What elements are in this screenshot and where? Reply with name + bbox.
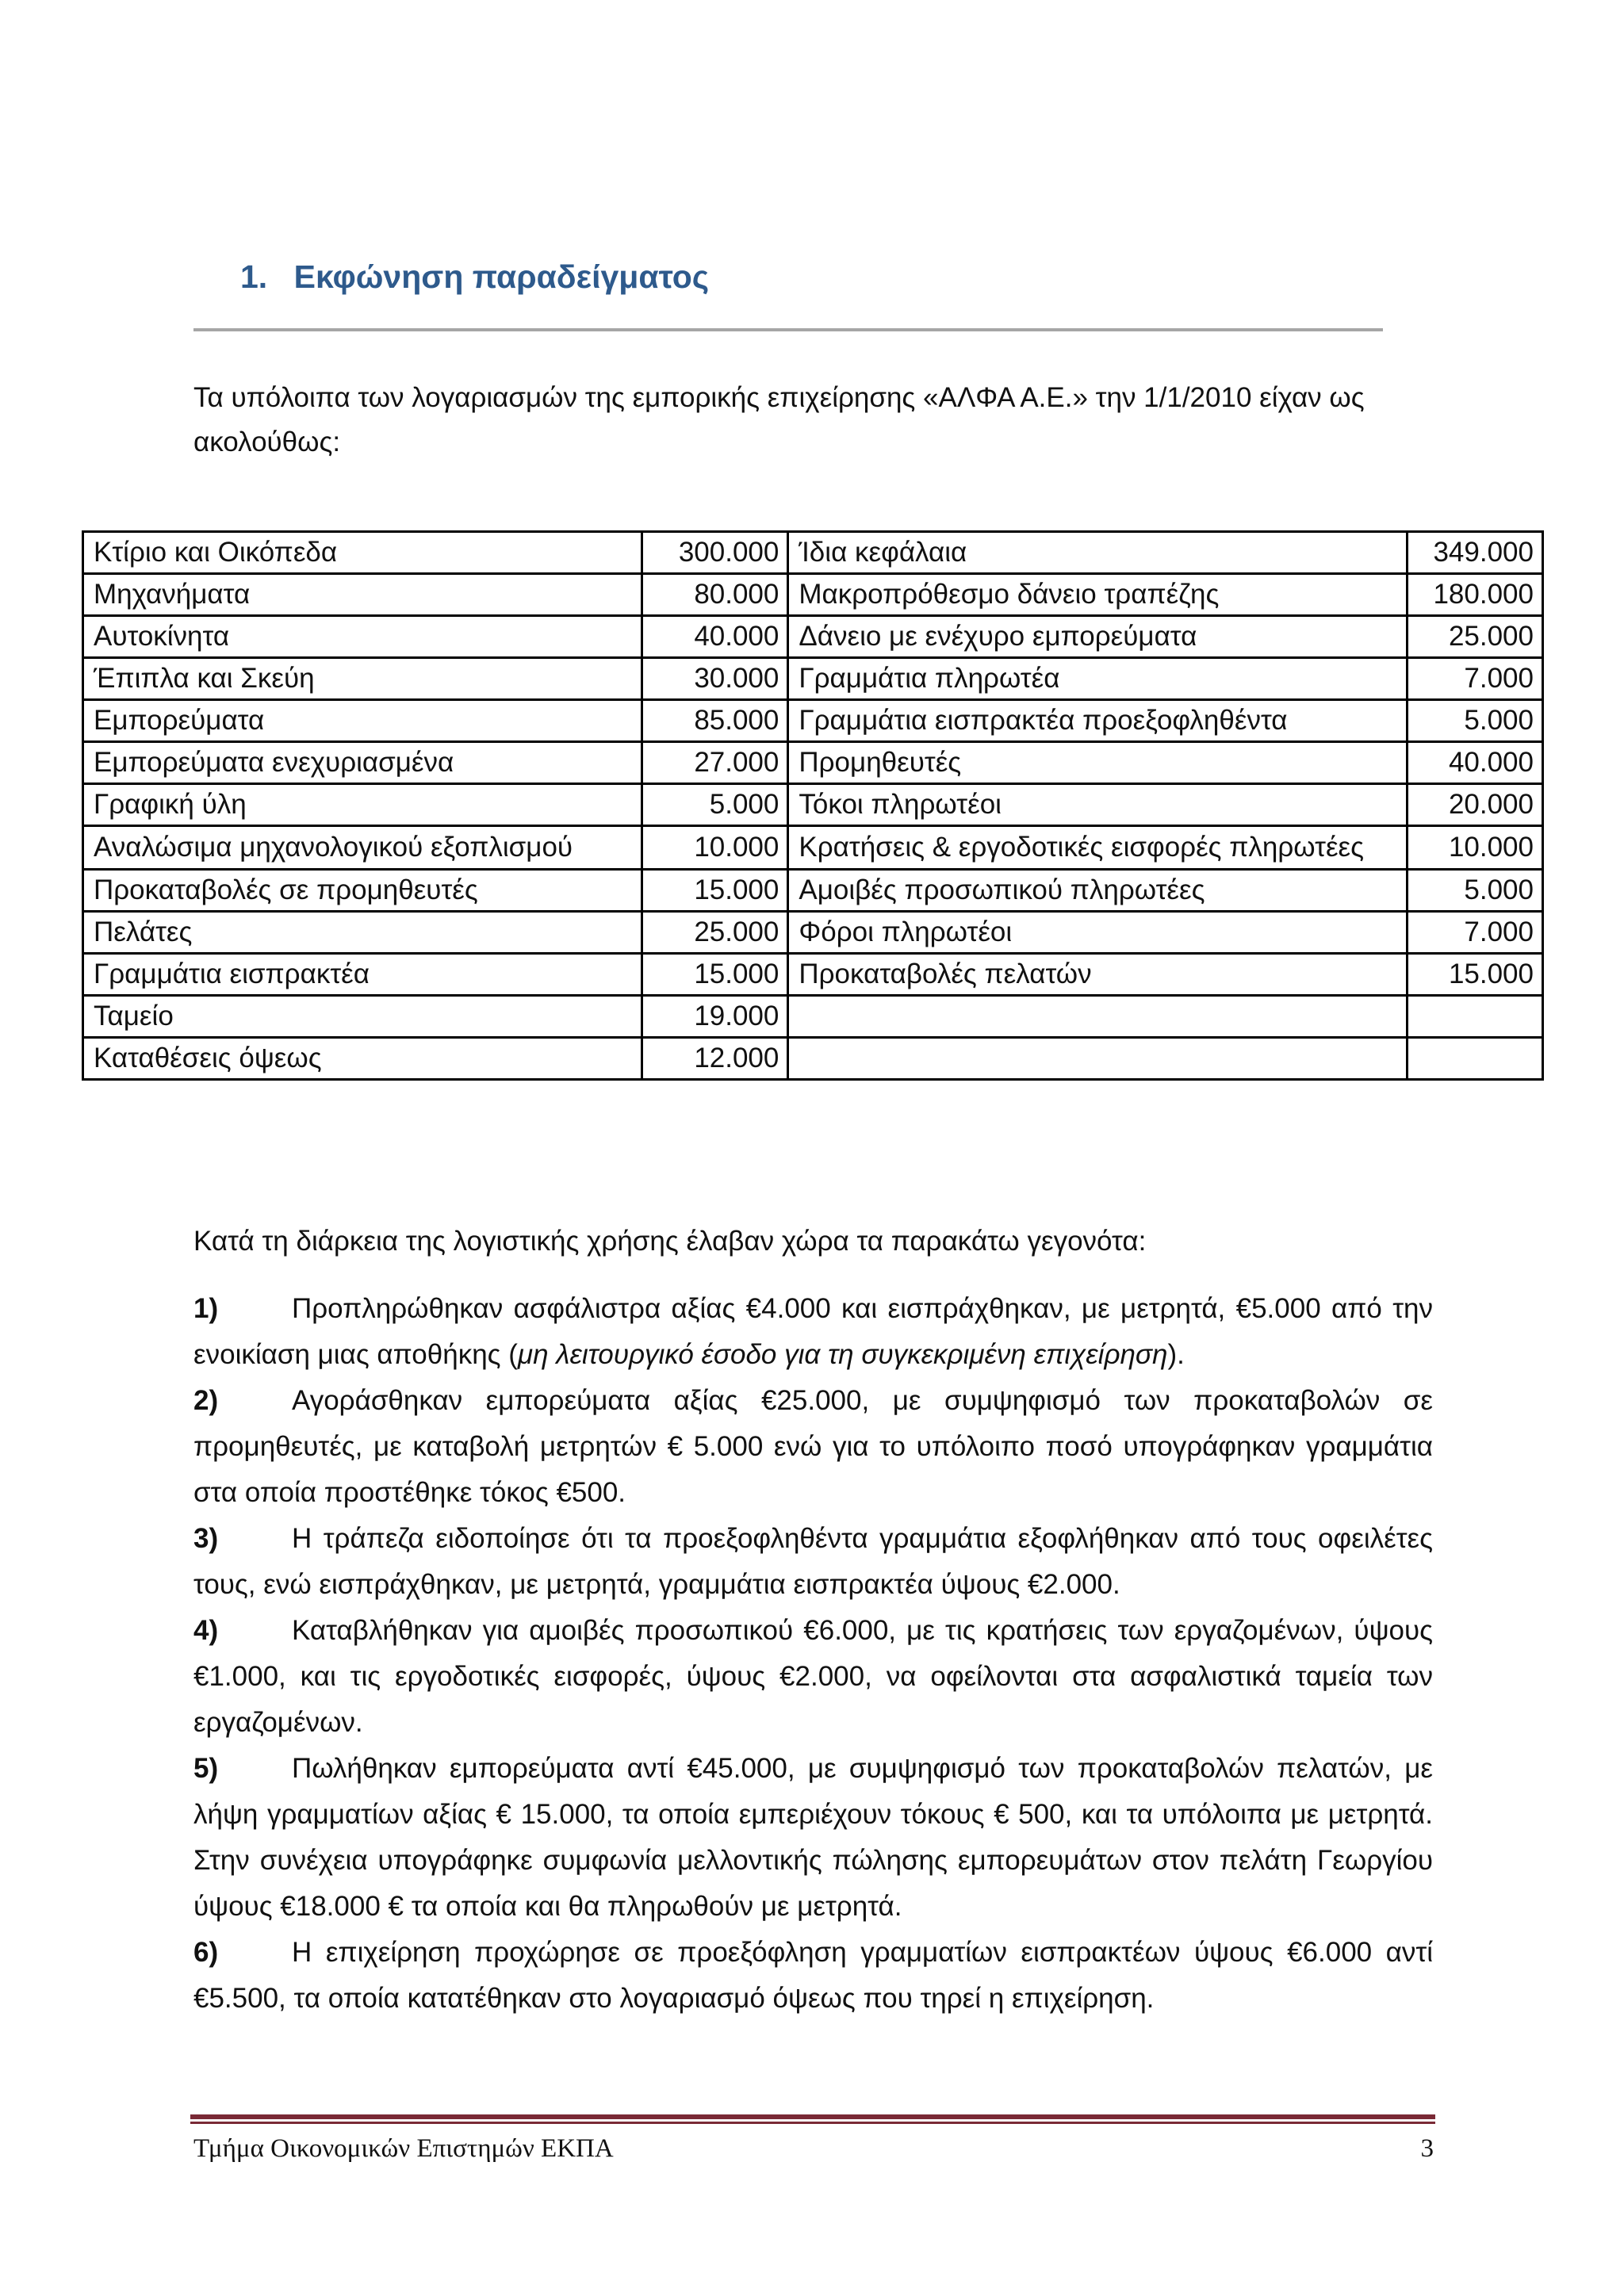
event-number: 3): [193, 1523, 219, 1554]
liability-name: Γραμμάτια εισπρακτέα προεξοφληθέντα: [788, 700, 1408, 742]
liability-name: [788, 1038, 1408, 1080]
asset-name: Γραφική ύλη: [83, 784, 642, 826]
table-row: [83, 532, 1543, 574]
event-item: [193, 1378, 1433, 1516]
asset-name: Γραμμάτια εισπρακτέα: [83, 954, 642, 996]
table-row: [83, 784, 1543, 826]
asset-name: Αναλώσιμα μηχανολογικού εξοπλισμού: [83, 826, 642, 870]
asset-amount: 30.000: [642, 658, 788, 700]
table-row: [83, 912, 1543, 954]
asset-amount: 5.000: [642, 784, 788, 826]
table-row: [83, 742, 1543, 784]
liability-name: Γραμμάτια πληρωτέα: [788, 658, 1408, 700]
balances-table-body: [83, 532, 1543, 1080]
liability-amount: 40.000: [1407, 742, 1542, 784]
asset-name: Εμπορεύματα: [83, 700, 642, 742]
footer-department: Τμήμα Οικονομικών Επιστημών ΕΚΠΑ: [193, 2134, 614, 2163]
asset-amount: 85.000: [642, 700, 788, 742]
asset-name: Προκαταβολές σε προμηθευτές: [83, 870, 642, 912]
liability-amount: [1407, 996, 1542, 1038]
table-row: [83, 870, 1543, 912]
event-item: [193, 1286, 1433, 1378]
event-item: [193, 1930, 1433, 2022]
asset-amount: 300.000: [642, 532, 788, 574]
liability-name: Δάνειο με ενέχυρο εμπορεύματα: [788, 616, 1408, 658]
liability-amount: 20.000: [1407, 784, 1542, 826]
liability-name: Ίδια κεφάλαια: [788, 532, 1408, 574]
liability-amount: 7.000: [1407, 658, 1542, 700]
liability-amount: 180.000: [1407, 574, 1542, 616]
liability-name: Φόροι πληρωτέοι: [788, 912, 1408, 954]
heading-divider: [193, 328, 1383, 331]
asset-name: Εμπορεύματα ενεχυριασμένα: [83, 742, 642, 784]
asset-amount: 12.000: [642, 1038, 788, 1080]
intro-paragraph: Τα υπόλοιπα των λογαριασμών της εμπορικής επιχείρησης «ΑΛΦΑ Α.Ε.» την 1/1/2010 είχαν ως ακολούθως:: [193, 382, 1365, 457]
asset-amount: 10.000: [642, 826, 788, 870]
liability-name: Μακροπρόθεσμο δάνειο τραπέζης: [788, 574, 1408, 616]
event-text-tail: ).: [1167, 1339, 1185, 1370]
asset-name: Αυτοκίνητα: [83, 616, 642, 658]
liability-amount: 15.000: [1407, 954, 1542, 996]
event-number: 1): [193, 1293, 219, 1324]
asset-amount: 80.000: [642, 574, 788, 616]
event-number: 6): [193, 1937, 219, 1968]
liability-amount: 5.000: [1407, 870, 1542, 912]
heading-number: 1.: [240, 258, 268, 295]
liability-name: [788, 996, 1408, 1038]
page-number: 3: [1420, 2134, 1434, 2163]
table-row: [83, 826, 1543, 870]
heading-title: Εκφώνηση παραδείγματος: [293, 258, 710, 295]
liability-name: Προκαταβολές πελατών: [788, 954, 1408, 996]
asset-amount: 19.000: [642, 996, 788, 1038]
asset-amount: 27.000: [642, 742, 788, 784]
event-item: [193, 1608, 1433, 1746]
asset-name: Καταθέσεις όψεως: [83, 1038, 642, 1080]
event-text: Αγοράσθηκαν εμπορεύματα αξίας €25.000, με συμψηφισμό των προκαταβολών σε προμηθευτές, με καταβολή μετρητών € 5.000 ενώ για το υπόλοιπο ποσό υπογράφηκαν γραμμάτια στα οποία προστέθηκε τόκος €500.: [193, 1385, 1433, 1508]
liability-amount: 5.000: [1407, 700, 1542, 742]
asset-name: Κτίριο και Οικόπεδα: [83, 532, 642, 574]
events-list: [193, 1286, 1433, 2022]
event-italic-note: μη λειτουργικό έσοδο για τη συγκεκριμένη επιχείρηση: [517, 1339, 1168, 1370]
liability-name: Αμοιβές προσωπικού πληρωτέες: [788, 870, 1408, 912]
asset-name: Πελάτες: [83, 912, 642, 954]
liability-amount: [1407, 1038, 1542, 1080]
balances-table: [82, 530, 1544, 1081]
asset-name: Μηχανήματα: [83, 574, 642, 616]
liability-name: Κρατήσεις & εργοδοτικές εισφορές πληρωτέες: [788, 826, 1408, 870]
table-row: [83, 1038, 1543, 1080]
event-item: [193, 1746, 1433, 1930]
asset-amount: 25.000: [642, 912, 788, 954]
asset-amount: 40.000: [642, 616, 788, 658]
liability-amount: 7.000: [1407, 912, 1542, 954]
table-row: [83, 700, 1543, 742]
liability-amount: 10.000: [1407, 826, 1542, 870]
table-row: [83, 996, 1543, 1038]
asset-name: Ταμείο: [83, 996, 642, 1038]
liability-amount: 349.000: [1407, 532, 1542, 574]
event-number: 4): [193, 1615, 219, 1646]
event-text: Η τράπεζα ειδοποίησε ότι τα προεξοφληθέντα γραμμάτια εξοφλήθηκαν από τους οφειλέτες τους, ενώ εισπράχθηκαν, με μετρητά, γραμμάτια εισπρακτέα ύψους €2.000.: [193, 1523, 1433, 1600]
asset-amount: 15.000: [642, 870, 788, 912]
event-text: Προπληρώθηκαν ασφάλιστρα αξίας €4.000 και εισπράχθηκαν, με μετρητά, €5.000 από την ενοικίαση μιας αποθήκης (: [193, 1293, 1433, 1370]
table-row: [83, 954, 1543, 996]
table-row: [83, 658, 1543, 700]
table-row: [83, 616, 1543, 658]
asset-amount: 15.000: [642, 954, 788, 996]
event-item: [193, 1516, 1433, 1608]
events-intro: Κατά τη διάρκεια της λογιστικής χρήσης έλαβαν χώρα τα παρακάτω γεγονότα:: [193, 1226, 1147, 1257]
footer-divider: [190, 2114, 1435, 2119]
table-row: [83, 574, 1543, 616]
event-number: 2): [193, 1385, 219, 1416]
event-text: Πωλήθηκαν εμπορεύματα αντί €45.000, με συμψηφισμό των προκαταβολών πελατών, με λήψη γραμματίων αξίας € 15.000, τα οποία εμπεριέχουν τόκους € 500, και τα υπόλοιπα με μετρητά. Στην συνέχεια υπογράφηκε συμφωνία μελλοντικής πώλησης εμπορευμάτων στον πελάτη Γεωργίου ύψους €18.000 € τα οποία και θα πληρωθούν με μετρητά.: [193, 1753, 1433, 1922]
liability-name: Τόκοι πληρωτέοι: [788, 784, 1408, 826]
event-text: Καταβλήθηκαν για αμοιβές προσωπικού €6.000, με τις κρατήσεις των εργαζομένων, ύψους €1.000, και τις εργοδοτικές εισφορές, ύψους €2.000, να οφείλονται στα ασφαλιστικά ταμεία των εργαζομένων.: [193, 1615, 1433, 1738]
liability-name: Προμηθευτές: [788, 742, 1408, 784]
liability-amount: 25.000: [1407, 616, 1542, 658]
event-number: 5): [193, 1753, 219, 1784]
event-text: Η επιχείρηση προχώρησε σε προεξόφληση γραμματίων εισπρακτέων ύψους €6.000 αντί €5.500, τα οποία κατατέθηκαν στο λογαριασμό όψεως που τηρεί η επιχείρηση.: [193, 1937, 1433, 2014]
footer-divider-thin: [190, 2122, 1435, 2124]
section-heading: [240, 258, 709, 296]
asset-name: Έπιπλα και Σκεύη: [83, 658, 642, 700]
